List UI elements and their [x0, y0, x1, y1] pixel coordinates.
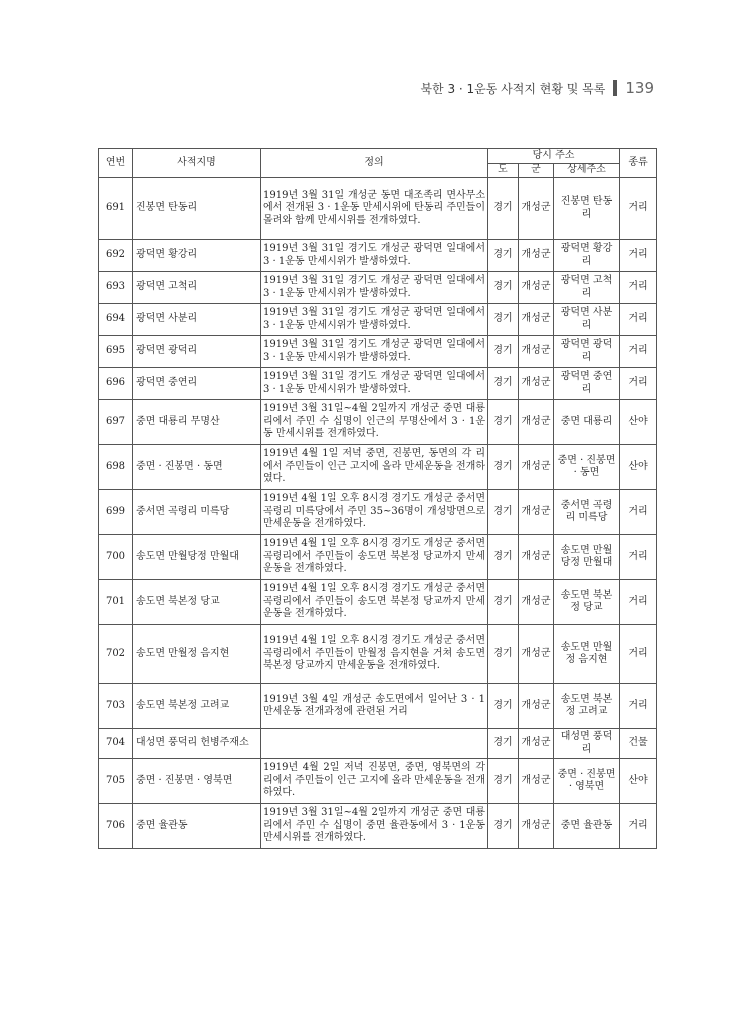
type-cell: 건물 [620, 729, 657, 759]
county-cell: 개성군 [519, 580, 554, 625]
table-row [99, 240, 657, 272]
table-row [99, 625, 657, 684]
row-number-cell: 705 [99, 759, 133, 804]
county-cell: 개성군 [519, 178, 554, 240]
definition-cell: 1919년 4월 1일 오후 8시경 경기도 개성군 중서면 곡령리에서 주민들이 만월정 음지현을 거쳐 송도면 북본정 당교까지 만세운동을 전개하였다. [261, 625, 488, 684]
type-cell: 산야 [620, 445, 657, 490]
site-name-cell: 중면 · 진봉면 · 동면 [133, 445, 261, 490]
county-cell: 개성군 [519, 368, 554, 400]
running-header [420, 78, 654, 98]
detail-address-cell: 중면 · 진봉면 · 동면 [554, 445, 620, 490]
type-cell: 거리 [620, 804, 657, 849]
county-cell: 개성군 [519, 272, 554, 304]
running-title: 북한 3 · 1운동 사적지 현황 및 목록 [420, 81, 606, 96]
table-row [99, 535, 657, 580]
type-cell: 거리 [620, 336, 657, 368]
row-number-cell: 706 [99, 804, 133, 849]
detail-address-cell: 광덕면 사분리 [554, 304, 620, 336]
definition-cell: 1919년 4월 1일 오후 8시경 경기도 개성군 중서면 곡령리에서 주민들이 송도면 북본정 당교까지 만세운동을 전개하였다. [261, 535, 488, 580]
row-number-cell: 696 [99, 368, 133, 400]
site-name-cell: 광덕면 사분리 [133, 304, 261, 336]
province-cell: 경기 [488, 580, 519, 625]
province-cell: 경기 [488, 684, 519, 729]
table-row [99, 490, 657, 535]
site-name-cell: 광덕면 황강리 [133, 240, 261, 272]
detail-address-cell: 중면 대룡리 [554, 400, 620, 445]
row-number-cell: 697 [99, 400, 133, 445]
county-cell: 개성군 [519, 804, 554, 849]
detail-address-cell: 광덕면 중연리 [554, 368, 620, 400]
type-cell: 거리 [620, 684, 657, 729]
header-definition: 정의 [261, 149, 488, 178]
detail-address-cell: 송도면 만월당정 만월대 [554, 535, 620, 580]
detail-address-cell: 진봉면 탄동리 [554, 178, 620, 240]
site-name-cell: 송도면 북본정 당교 [133, 580, 261, 625]
province-cell: 경기 [488, 178, 519, 240]
type-cell: 거리 [620, 304, 657, 336]
row-number-cell: 703 [99, 684, 133, 729]
header-gun: 군 [519, 164, 554, 178]
definition-cell: 1919년 3월 4일 개성군 송도면에서 일어난 3 · 1만세운동 전개과정에 관련된 거리 [261, 684, 488, 729]
header-divider-bar [613, 80, 617, 96]
county-cell: 개성군 [519, 240, 554, 272]
detail-address-cell: 대성면 풍덕리 [554, 729, 620, 759]
site-name-cell: 광덕면 중연리 [133, 368, 261, 400]
county-cell: 개성군 [519, 625, 554, 684]
site-name-cell: 중면 율관동 [133, 804, 261, 849]
county-cell: 개성군 [519, 684, 554, 729]
table-header [99, 149, 657, 178]
header-name: 사적지명 [133, 149, 261, 178]
row-number-cell: 695 [99, 336, 133, 368]
definition-cell: 1919년 3월 31일 경기도 개성군 광덕면 일대에서 3 · 1운동 만세시위가 발생하였다. [261, 240, 488, 272]
site-name-cell: 광덕면 고척리 [133, 272, 261, 304]
province-cell: 경기 [488, 729, 519, 759]
province-cell: 경기 [488, 535, 519, 580]
type-cell: 거리 [620, 490, 657, 535]
table-row [99, 336, 657, 368]
row-number-cell: 704 [99, 729, 133, 759]
type-cell: 거리 [620, 580, 657, 625]
type-cell: 거리 [620, 368, 657, 400]
table-row [99, 580, 657, 625]
county-cell: 개성군 [519, 535, 554, 580]
row-number-cell: 698 [99, 445, 133, 490]
table-row [99, 759, 657, 804]
row-number-cell: 691 [99, 178, 133, 240]
county-cell: 개성군 [519, 336, 554, 368]
definition-cell: 1919년 3월 31일 경기도 개성군 광덕면 일대에서 3 · 1운동 만세시위가 발생하였다. [261, 272, 488, 304]
table-row [99, 368, 657, 400]
site-name-cell: 송도면 북본정 고려교 [133, 684, 261, 729]
header-address-group: 당시 주소 [488, 149, 620, 164]
site-name-cell: 진봉면 탄동리 [133, 178, 261, 240]
definition-cell: 1919년 3월 31일~4월 2일까지 개성군 중면 대룡리에서 주민 수 십명이 인근의 무명산에서 3 · 1운동 만세시위를 전개하였다. [261, 400, 488, 445]
table-body [99, 178, 657, 849]
type-cell: 거리 [620, 625, 657, 684]
sites-table-container [98, 148, 656, 849]
site-name-cell: 광덕면 광덕리 [133, 336, 261, 368]
header-do: 도 [488, 164, 519, 178]
province-cell: 경기 [488, 272, 519, 304]
site-name-cell: 중면 · 진봉면 · 영북면 [133, 759, 261, 804]
table-row [99, 178, 657, 240]
detail-address-cell: 중서면 곡령리 미륵당 [554, 490, 620, 535]
detail-address-cell: 중면 · 진봉면 · 영북면 [554, 759, 620, 804]
detail-address-cell: 송도면 북본정 당교 [554, 580, 620, 625]
row-number-cell: 692 [99, 240, 133, 272]
county-cell: 개성군 [519, 729, 554, 759]
province-cell: 경기 [488, 304, 519, 336]
county-cell: 개성군 [519, 759, 554, 804]
site-name-cell: 중서면 곡령리 미륵당 [133, 490, 261, 535]
type-cell: 산야 [620, 759, 657, 804]
definition-cell: 1919년 4월 2일 저녁 진봉면, 중면, 영북면의 각 리에서 주민들이 인근 고지에 올라 만세운동을 전개하였다. [261, 759, 488, 804]
definition-cell: 1919년 4월 1일 오후 8시경 경기도 개성군 중서면 곡령리 미륵당에서 주민 35~36명이 개성방면으로 만세운동을 전개하였다. [261, 490, 488, 535]
definition-cell: 1919년 4월 1일 저녁 중면, 진봉면, 동면의 각 리에서 주민들이 인근 고지에 올라 만세운동을 전개하였다. [261, 445, 488, 490]
page-number: 139 [625, 79, 654, 97]
header-no: 연번 [99, 149, 133, 178]
definition-cell: 1919년 3월 31일~4월 2일까지 개성군 중면 대룡리에서 주민 수 십명이 중면 율관동에서 3 · 1운동 만세시위를 전개하였다. [261, 804, 488, 849]
definition-cell: 1919년 3월 31일 개성군 동면 대조족리 면사무소에서 전개된 3 · 1운동 만세시위에 탄동리 주민들이 몰려와 함께 만세시위를 전개하였다. [261, 178, 488, 240]
row-number-cell: 702 [99, 625, 133, 684]
detail-address-cell: 광덕면 고척리 [554, 272, 620, 304]
sites-table [98, 148, 657, 849]
row-number-cell: 693 [99, 272, 133, 304]
table-row [99, 272, 657, 304]
province-cell: 경기 [488, 240, 519, 272]
row-number-cell: 699 [99, 490, 133, 535]
site-name-cell: 송도면 만월당정 만월대 [133, 535, 261, 580]
header-detail: 상세주소 [554, 164, 620, 178]
county-cell: 개성군 [519, 445, 554, 490]
type-cell: 거리 [620, 535, 657, 580]
table-row [99, 400, 657, 445]
definition-cell: 1919년 3월 31일 경기도 개성군 광덕면 일대에서 3 · 1운동 만세시위가 발생하였다. [261, 368, 488, 400]
province-cell: 경기 [488, 445, 519, 490]
county-cell: 개성군 [519, 304, 554, 336]
site-name-cell: 중면 대룡리 무명산 [133, 400, 261, 445]
county-cell: 개성군 [519, 400, 554, 445]
county-cell: 개성군 [519, 490, 554, 535]
table-row [99, 684, 657, 729]
detail-address-cell: 광덕면 황강리 [554, 240, 620, 272]
table-row [99, 445, 657, 490]
province-cell: 경기 [488, 625, 519, 684]
province-cell: 경기 [488, 400, 519, 445]
province-cell: 경기 [488, 336, 519, 368]
province-cell: 경기 [488, 804, 519, 849]
header-type: 종류 [620, 149, 657, 178]
site-name-cell: 송도면 만월정 음지현 [133, 625, 261, 684]
detail-address-cell: 광덕면 광덕리 [554, 336, 620, 368]
table-row [99, 304, 657, 336]
type-cell: 거리 [620, 178, 657, 240]
province-cell: 경기 [488, 490, 519, 535]
definition-cell: 1919년 3월 31일 경기도 개성군 광덕면 일대에서 3 · 1운동 만세시위가 발생하였다. [261, 304, 488, 336]
definition-cell [261, 729, 488, 759]
type-cell: 산야 [620, 400, 657, 445]
row-number-cell: 701 [99, 580, 133, 625]
row-number-cell: 700 [99, 535, 133, 580]
row-number-cell: 694 [99, 304, 133, 336]
definition-cell: 1919년 3월 31일 경기도 개성군 광덕면 일대에서 3 · 1운동 만세시위가 발생하였다. [261, 336, 488, 368]
table-row [99, 804, 657, 849]
type-cell: 거리 [620, 272, 657, 304]
detail-address-cell: 중면 율관동 [554, 804, 620, 849]
table-row [99, 729, 657, 759]
detail-address-cell: 송도면 북본정 고려교 [554, 684, 620, 729]
province-cell: 경기 [488, 368, 519, 400]
site-name-cell: 대성면 풍덕리 헌병주재소 [133, 729, 261, 759]
definition-cell: 1919년 4월 1일 오후 8시경 경기도 개성군 중서면 곡령리에서 주민들이 송도면 북본정 당교까지 만세운동을 전개하였다. [261, 580, 488, 625]
province-cell: 경기 [488, 759, 519, 804]
detail-address-cell: 송도면 만월정 음지현 [554, 625, 620, 684]
type-cell: 거리 [620, 240, 657, 272]
